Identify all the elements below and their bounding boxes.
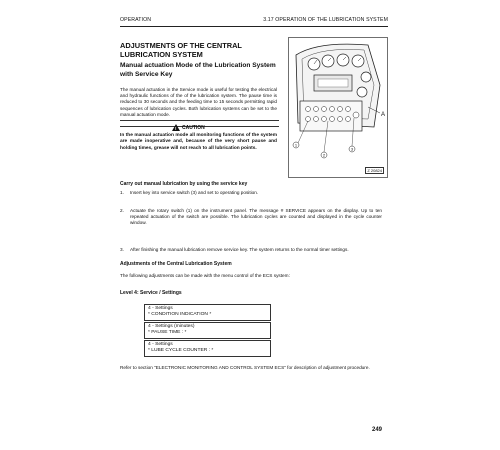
step-number: 2. [120, 208, 124, 213]
header-left: OPERATION [120, 17, 152, 23]
settings-line: 4 - Settings [148, 342, 173, 347]
caution-text: In the manual actuation mode all monitoring functions of the system are made inoperative and, because of the very short pause and holding times, grease will not reach to all lubrication points. [120, 133, 277, 151]
header-rule [120, 26, 388, 27]
level-heading: Level 4: Service / Settings [120, 290, 182, 296]
step-text: After finishing the manual lubrication remove service key. The system returns to the normal timer settings. [130, 247, 349, 252]
instrument-panel-drawing [288, 37, 388, 178]
settings-box-pause [144, 322, 271, 339]
settings-box-condition [144, 304, 271, 321]
list-item [120, 190, 382, 196]
settings-box-counter [144, 340, 271, 357]
instrument-panel-figure [288, 37, 388, 178]
footer-paragraph: Refer to section "ELECTRONIC MONITORING AND CONTROL SYSTEM ECS" for description of adjustment procedure. [120, 365, 370, 370]
section-subtitle: Manual actuation Mode of the Lubrication System with Service Key [120, 62, 276, 78]
warning-triangle-icon: ! [172, 124, 180, 131]
page-number: 249 [372, 427, 383, 433]
step-text: Insert key into service switch (3) and set to operating position. [130, 190, 259, 195]
callout-1: 1 [294, 142, 298, 148]
step-text: Actuate the rotary switch (1) on the instrument panel. The message # SERVICE appears on the display. Up to ten repeated actuation of the switch are possible. The lubrication cycles are counted and displayed in the cycle counter window. [130, 208, 382, 226]
callout-3: 3 [350, 146, 354, 152]
settings-value: * CONDITION INDICATION * [148, 312, 212, 318]
intro-paragraph: The manual actuation in the Service mode is useful for testing the electrical and hydraulic functions of the of the lubrication system. The pause time is reduced to 30 seconds and the feeding time to 15 seconds permitting rapid sequences of lubrication cycles. Both lubrication systems can be set to the manual actuation mode. [120, 87, 277, 117]
caution-label: CAUTION [182, 124, 205, 131]
list-item [120, 208, 382, 227]
caution-label-row [172, 124, 205, 131]
figure-label: Z 20824 [367, 168, 382, 173]
settings-value: * PAUSE TIME : * [148, 330, 187, 336]
callout-a: A [380, 112, 386, 118]
header-right: 3.17 OPERATION OF THE LUBRICATION SYSTEM [263, 17, 388, 23]
section2-intro: The following adjustments can be made with the menu control of the ECS system: [120, 273, 290, 278]
section1-heading: Carry out manual lubrication by using the service key [120, 181, 248, 187]
settings-value: * LUBE CYCLE COUNTER : * [148, 348, 214, 354]
page-title: ADJUSTMENTS OF THE CENTRAL LUBRICATION SYSTEM [120, 41, 242, 59]
step-number: 3. [120, 247, 124, 252]
running-header [120, 17, 388, 23]
settings-line: 4 - Settings (minutes) [148, 324, 195, 329]
settings-line: 4 - Settings [148, 306, 173, 311]
callout-2: 2 [322, 152, 326, 158]
list-item [120, 247, 382, 253]
step-number: 1. [120, 190, 124, 195]
section2-heading: Adjustments of the Central Lubrication System [120, 261, 232, 267]
